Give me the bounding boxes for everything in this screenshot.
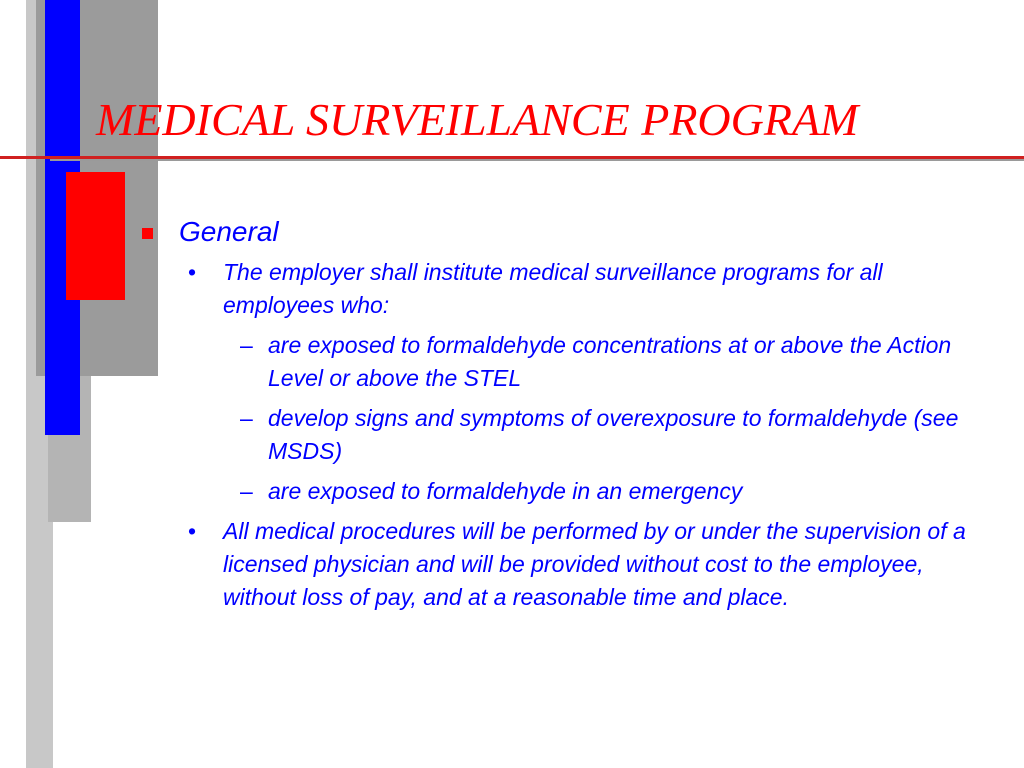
bullet-dot-icon: • xyxy=(188,259,197,285)
level3-item xyxy=(140,329,1000,395)
level1-item-general xyxy=(140,212,1000,252)
level3-item xyxy=(140,475,1000,508)
level2-item-text: All medical procedures will be performed by or under the supervision of a licensed physician and will be provided without cost to the employee, without loss of pay, and at a reasonable time and place. xyxy=(223,518,966,610)
bullet-dot-icon: • xyxy=(188,518,197,544)
slide-title: MEDICAL SURVEILLANCE PROGRAM xyxy=(96,94,859,145)
level3-item xyxy=(140,402,1000,468)
dash-bullet-icon: – xyxy=(240,478,253,504)
red-square-bullet-icon xyxy=(142,228,153,239)
level2-item xyxy=(140,256,1000,322)
level3-item-text: develop signs and symptoms of overexposure to formaldehyde (see MSDS) xyxy=(268,405,959,464)
level2-item xyxy=(140,515,1000,614)
level3-item-text: are exposed to formaldehyde in an emergency xyxy=(268,478,743,504)
slide-content xyxy=(140,212,1000,621)
level3-item-text: are exposed to formaldehyde concentrations at or above the Action Level or above the STEL xyxy=(268,332,952,391)
level2-item-text: The employer shall institute medical surveillance programs for all employees who: xyxy=(223,259,883,318)
dash-bullet-icon: – xyxy=(240,405,253,431)
dash-bullet-icon: – xyxy=(240,332,253,358)
title-underline-shadow xyxy=(50,159,1024,161)
level1-item-text: General xyxy=(179,216,279,247)
decorative-red-block xyxy=(66,172,125,300)
